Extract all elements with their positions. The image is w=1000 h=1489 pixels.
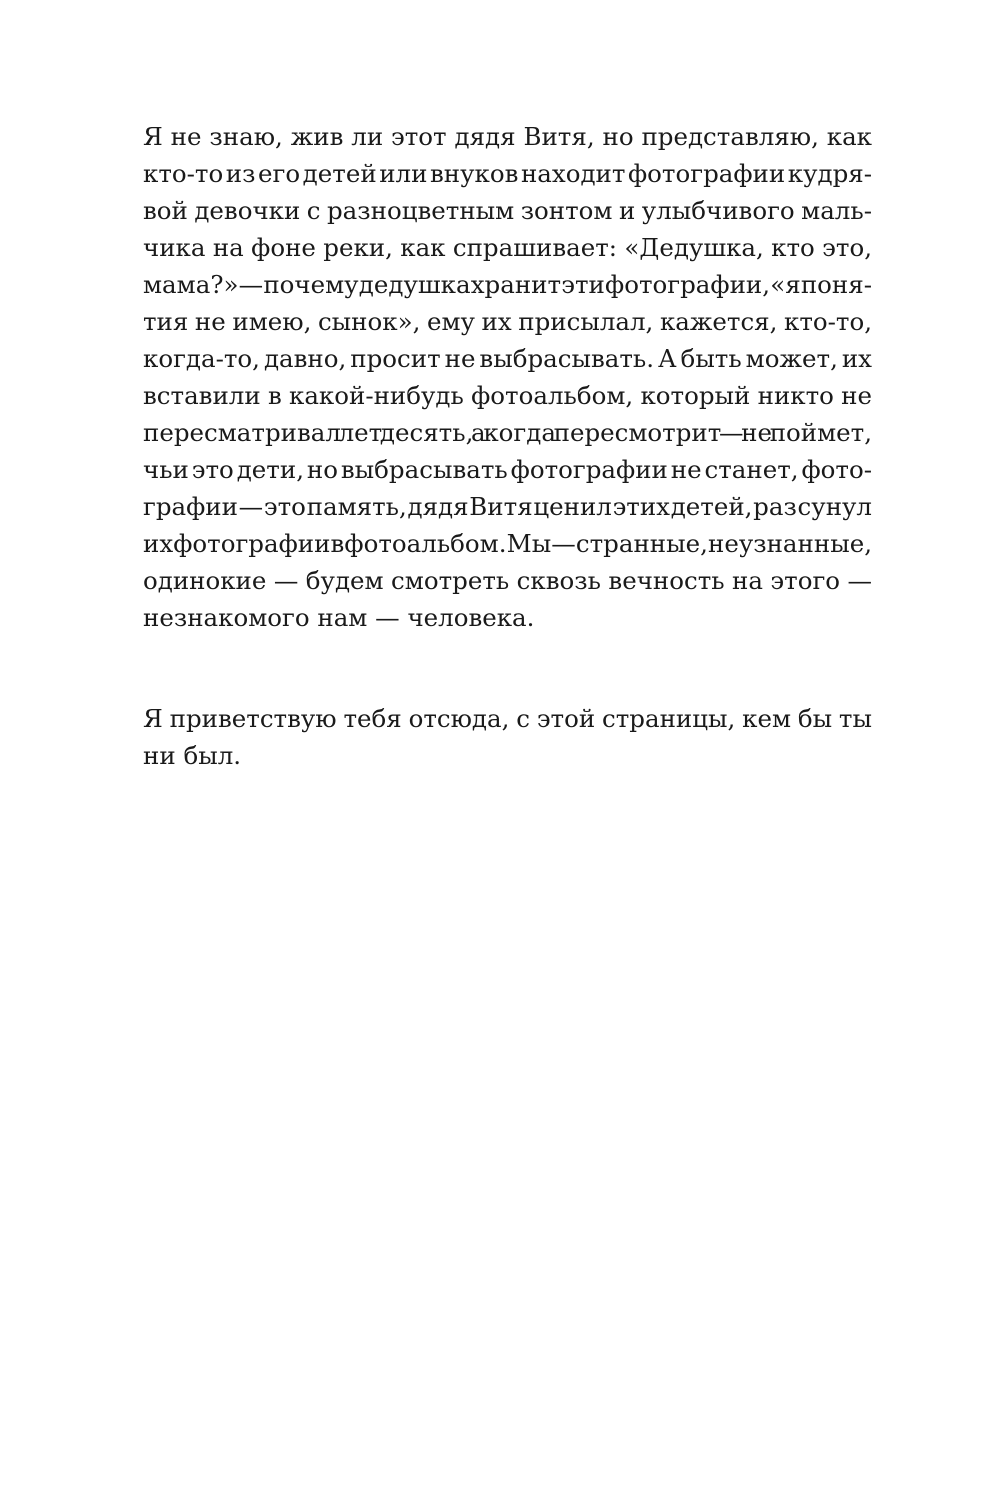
paragraph-1 — [143, 118, 872, 636]
text-line: Я приветствую тебя отсюда, с этой страницы, кем бы ты — [143, 704, 872, 733]
text-line: ни был. — [143, 741, 242, 770]
text-line: когда-то, давно, просит не выбрасывать. А быть может, их — [143, 344, 872, 373]
text-line: графии — это память, дядя Витя ценил этих детей, раз сунул — [143, 492, 872, 521]
text-line: тия не имею, сынок», ему их присылал, кажется, кто-то, — [143, 307, 872, 336]
text-line: чьи это дети, но выбрасывать фотографии не станет, фото- — [143, 455, 872, 484]
text-line: незнакомого нам — человека. — [143, 603, 535, 632]
text-line: их фотографии в фотоальбом. Мы — странные, неузнанные, — [143, 529, 872, 558]
paragraph-2 — [143, 700, 872, 774]
text-line: кто-то из его детей или внуков находит фотографии кудря- — [143, 159, 872, 188]
text-line: вой девочки с разноцветным зонтом и улыбчивого маль- — [143, 196, 872, 225]
text-line: пересматривал лет десять, а когда пересмотрит — не поймет, — [143, 418, 872, 447]
text-line: одинокие — будем смотреть сквозь вечность на этого — — [143, 566, 872, 595]
text-line: чика на фоне реки, как спрашивает: «Дедушка, кто это, — [143, 233, 872, 262]
text-line: вставили в какой-нибудь фотоальбом, который никто не — [143, 381, 872, 410]
text-line: мама?» — почему дедушка хранит эти фотографии, «я поня- — [143, 270, 872, 299]
text-line: Я не знаю, жив ли этот дядя Витя, но представляю, как — [143, 122, 872, 151]
